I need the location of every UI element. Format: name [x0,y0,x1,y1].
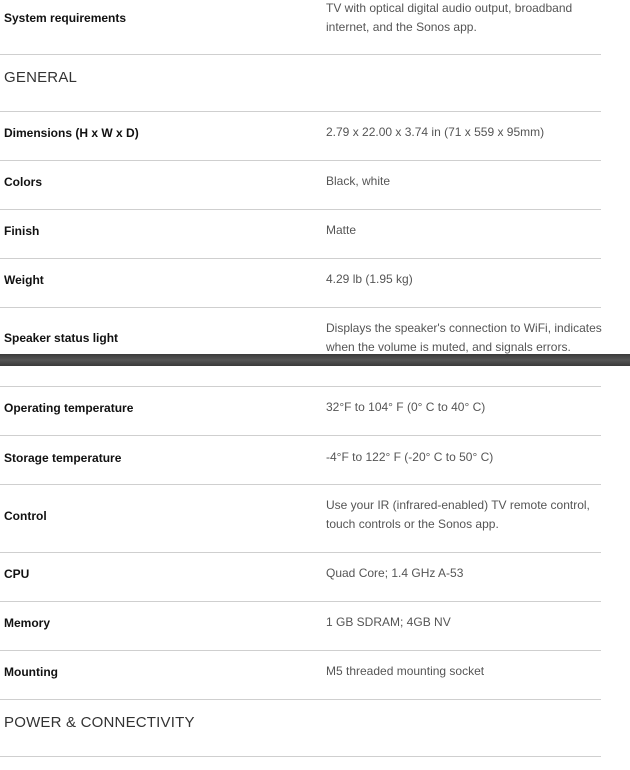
finish-label: Finish [4,224,40,238]
general-heading: GENERAL [4,69,78,86]
row-divider [0,484,601,485]
row-divider [0,160,601,161]
row-divider [0,307,601,308]
row-divider [0,552,601,553]
storage-temperature-value: -4°F to 122° F (-20° C to 50° C) [326,450,494,464]
power-connectivity-heading: POWER & CONNECTIVITY [4,714,195,731]
row-divider [0,601,601,602]
operating-temperature-value: 32°F to 104° F (0° C to 40° C) [326,400,486,414]
operating-temperature-label: Operating temperature [4,401,134,415]
row-divider [0,54,601,55]
cpu-label: CPU [4,567,30,581]
speaker-status-light-label: Speaker status light [4,331,119,345]
pane-splitter [0,354,630,366]
cpu-value: Quad Core; 1.4 GHz A-53 [326,566,464,580]
row-divider [0,258,601,259]
system-requirements-value: TV with optical digital audio output, broadband internet, and the Sonos app. [326,1,573,34]
dimensions-label: Dimensions (H x W x D) [4,126,139,140]
colors-value: Black, white [326,174,391,188]
control-label: Control [4,509,47,523]
row-divider [0,111,601,112]
speaker-status-light-value: Displays the speaker's connection to WiFi, indicates when the volume is muted, and signals errors. [326,321,602,354]
row-divider [0,756,601,757]
row-divider [0,386,601,387]
row-divider [0,435,601,436]
finish-value: Matte [326,223,357,237]
colors-label: Colors [4,175,43,189]
spec-pane-top [0,0,630,354]
spec-pane-bottom [0,366,630,770]
mounting-label: Mounting [4,665,58,679]
weight-label: Weight [4,273,44,287]
storage-temperature-label: Storage temperature [4,451,122,465]
control-value: Use your IR (infrared-enabled) TV remote control, touch controls or the Sonos app. [326,498,590,531]
memory-label: Memory [4,616,51,630]
row-divider [0,209,601,210]
row-divider [0,650,601,651]
dimensions-value: 2.79 x 22.00 x 3.74 in (71 x 559 x 95mm) [326,125,545,139]
memory-value: 1 GB SDRAM; 4GB NV [326,615,451,629]
system-requirements-label: System requirements [4,11,127,25]
row-divider [0,699,601,700]
mounting-value: M5 threaded mounting socket [326,664,485,678]
weight-value: 4.29 lb (1.95 kg) [326,272,413,286]
